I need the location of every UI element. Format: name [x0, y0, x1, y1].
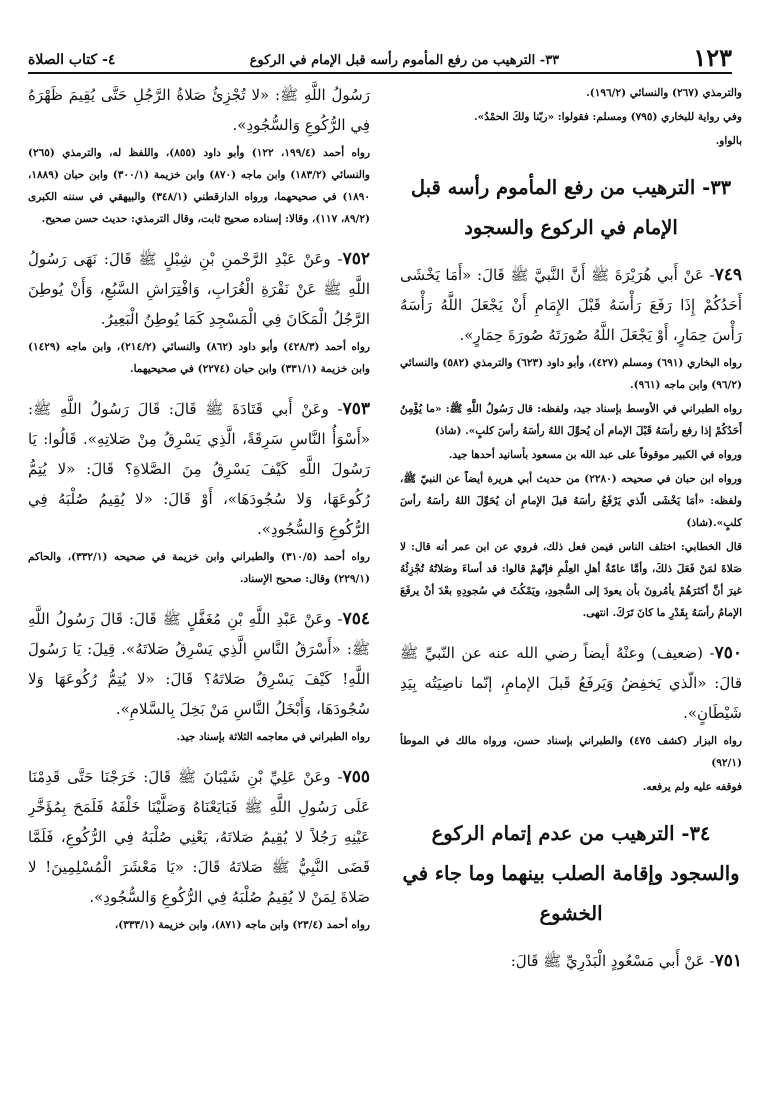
hadith-text: - وعَنْ أَبي قَتَادَةَ ﷺ قَالَ: قَالَ رَسُولُ اللَّهِ ﷺ: «أَسْوَأُ النَّاسِ سَرِقَةً، الَّذِي يَسْرِقُ مِنْ صَلاتِهِ». قَالُوا: يَا رَسُولَ اللَّهِ كَيْفَ يَسْرِقُ مِنَ الصَّلاةِ؟ قَالَ: «لا يُتِمُّ رُكُوعَهَا، وَلا سُجُودَهَا»، أَوْ قَالَ: «لا يُقِيمُ صُلْبَهُ فِي الرُّكُوعِ وَالسُّجُودِ».: [28, 400, 370, 538]
reference-749-a: رواه البخاري (٦٩١) ومسلم (٤٢٧)، وأبو داود (٦٢٣) والترمذي (٥٨٢) والنسائي (٩٦/٢) وابن ماجه (٩٦١).: [400, 357, 742, 391]
hadith-number: ٧٤٩: [714, 265, 742, 285]
page-header: [28, 38, 732, 74]
hadith-number: ٧٥٠: [714, 643, 742, 663]
reference-749-e: قال الخطابي: اختلف الناس فيمن فعل ذلك، فروي عن ابن عمر أنه قال: لا صَلاةَ لمَنْ فَعَلَ ذلكَ، وأمَّا عامّةُ أهلِ العِلْمِ فإنّهمْ قالوا: قد أساءَ وصَلاتُهُ تُجْزِئُهُ غيرَ أنَّ أكثرَهُمْ يأمُرونَ بأن يعودَ إلى السُّجودِ، ويَمْكُثَ في سُجودِهِ بعْدَ أنْ يرفَعَ الإمامُ رأسَهُ بِقَدْرِ ما كانَ تَرَكَ. انتهى.: [400, 541, 742, 619]
hadith-751-continued: رَسُولُ اللَّهِ ﷺ: «لا تُجْزِئُ صَلاةُ الرَّجُلِ حَتَّى يُقِيمَ ظَهْرَهُ فِي الرُّكُوعِ وَالسُّجُودِ».: [28, 86, 370, 134]
reference-749-b: رواه الطبراني في الأوسط بإسناد جيد، ولفظه: قال رَسُولُ اللَّهِ ﷺ: «ما يُؤْمِنُ أَحَدُكُمْ إذا رفع رأسَهُ قَبْلَ الإمام أن يُحوِّلَ اللهُ رأسَهُ رأسَ كلبٍ». (شاذ): [400, 403, 742, 437]
hadith-number: ٧٥٤: [342, 609, 370, 629]
hadith-text: - وعَنْ عَلِيِّ بْنِ شَيْبَانَ ﷺ قَالَ: خَرَجْنَا حَتَّى قَدِمْنَا عَلَى رَسُولِ اللَّهِ ﷺ فَبَايَعْنَاهُ وَصَلَّيْنَا خَلْفَهُ فَلَمَحَ بِمُؤَخَّرِ عَيْنِهِ رَجُلاً لا يُقِيمُ صَلاتَهُ، يَعْنِي صُلْبَهُ فِي الرُّكُوعِ، فَلَمَّا قَضَى النَّبِيُّ ﷺ صَلاتَهُ قَالَ: «يَا مَعْشَرَ الْمُسْلِمِينَ! لا صَلاةَ لِمَنْ لا يُقِيمُ صُلْبَهُ فِي الرُّكُوعِ وَالسُّجُودِ».: [28, 768, 370, 906]
reference-755: رواه أحمد (٢٣/٤) وابن ماجه (٨٧١)، وابن خزيمة (٣٣٣/١)،: [114, 919, 370, 931]
reference-750-b: فوقفه عليه ولم يرفعه.: [642, 781, 742, 793]
hadith-number: ٧٥٢: [342, 249, 370, 269]
reference-753: رواه أحمد (٣١٠/٥) والطبراني وابن خزيمة في صحيحه (٣٣٢/١)، والحاكم (٢٢٩/١) وقال: صحيح الإسناد.: [28, 551, 370, 585]
hadith-749: [400, 260, 742, 350]
hadith-755: [28, 762, 370, 912]
top-reference-3: بالواو.: [715, 135, 742, 147]
book-title: ٤- كتاب الصلاة: [28, 52, 116, 68]
reference-749-c: ورواه في الكبير موقوفاً على عبد الله بن مسعود بأسانيد أحدها جيد.: [448, 449, 742, 461]
chapter-heading-34: ٣٤- الترهيب من عدم إتمام الركوع والسجود وإقامة الصلب بينهما وما جاء في الخشوع: [402, 822, 740, 925]
hadith-752: [28, 244, 370, 334]
reference-751: رواه أحمد (١٩٩/٤، ١٢٢) وأبو داود (٨٥٥)، واللفظ له، والترمذي (٢٦٥) والنسائي (١٨٣/٢) وابن ماجه (٨٧٠) وابن خزيمة (٣٠٠/١) وابن حبان (١٨٨٩، ١٨٩٠) في صحيحهما، ورواه الدارقطني (٣٤٨/١) والبيهقي في سننه الكبرى (٨٩/٢، ١١٧)، وقالا: إسناده صحيح ثابت، وقال الترمذي: حديث حسن صحيح.: [28, 147, 370, 225]
reference-752: رواه أحمد (٤٢٨/٣) وأبو داود (٨٦٢) والنسائي (٢١٤/٢)، وابن ماجه (١٤٢٩) وابن خزيمة (٣٣١/١) وابن حبان (٢٢٧٤) في صحيحيهما.: [28, 341, 370, 375]
left-column: [28, 80, 370, 1076]
hadith-750: [400, 638, 742, 728]
hadith-text: - (ضعيف) وعنْهُ أيضاً رضي الله عنه عن النّبيِّ ﷺ قالَ: «الّذي يَخفِضُ وَيَرفَعُ قَبلَ الإمامِ، إنّما ناصِيَتُه بِيَدِ شَيْطَانٍ».: [400, 644, 742, 722]
reference-754: رواه الطبراني في معاجمه الثلاثة بإسناد جيد.: [176, 731, 370, 743]
hadith-753: [28, 394, 370, 544]
running-title: ٣٣- الترهيب من رفع المأموم رأسه قبل الإمام في الركوع: [249, 53, 560, 68]
chapter-heading-33: ٣٣- الترهيب من رفع المأموم رأسه قبل الإمام في الركوع والسجود: [410, 176, 732, 239]
top-reference-2: وفي رواية للبخاري (٧٩٥) ومسلم: فقولوا: «ربّنا ولكَ الحمْدُ».: [474, 111, 742, 123]
hadith-751: [400, 946, 742, 976]
top-reference-1: والترمذي (٢٦٧) والنسائي (١٩٦/٢).: [586, 87, 742, 99]
hadith-text: - وعَنْ عَبْدِ اللَّهِ بْنِ مُغَفَّلٍ ﷺ قَالَ: قَالَ رَسُولُ اللَّهِ ﷺ: «أَسْرَقُ النَّاسِ الَّذِي يَسْرِقُ صَلاتَهُ». قِيلَ: يَا رَسُولَ اللَّهِ! كَيْفَ يَسْرِقُ صَلاتَهُ؟ قَالَ: «لا يُتِمُّ رُكُوعَهَا وَلا سُجُودَهَا، وَأَبْخَلُ النَّاسِ مَنْ بَخِلَ بِالسَّلامِ».: [28, 610, 370, 718]
hadith-number: ٧٥١: [714, 951, 742, 971]
hadith-text: - عَنْ أَبي مَسْعُودٍ الْبَدْرِيِّ ﷺ قَالَ:: [510, 952, 715, 970]
hadith-text: - عَنْ أَبي هُرَيْرَةَ ﷺ أَنَّ النَّبيَّ ﷺ قَالَ: «أَمَا يَخْشَى أَحَدُكُمْ إِذَا رَفَعَ رَأْسَهُ قَبْلَ الإِمَامِ أَنْ يَجْعَلَ اللَّهُ رَأْسَهُ رَأْسَ حِمَارٍ، أَوْ يَجْعَلَ اللَّهُ صُورَتَهُ صُورَةَ حِمَارٍ».: [400, 266, 742, 344]
right-column: [400, 80, 742, 1076]
hadith-754: [28, 604, 370, 724]
hadith-number: ٧٥٣: [342, 399, 370, 419]
reference-750-a: رواه البزار (كشف ٤٧٥) والطبراني بإسناد حسن، ورواه مالك في الموطأ (٩٢/١): [400, 735, 742, 769]
page-number: ١٢٣: [693, 43, 732, 72]
reference-749-d: ورواه ابن حبان في صحيحه (٢٢٨٠) من حديث أبي هريرة أيضاً عن النبيّ ﷺ، ولفظه: «أمَا يَخْشَى الّذي يَرْفَعُ رأسَهُ قبلَ الإمامِ أن يُحَوِّلَ اللهُ رأسَهُ رأسَ كلبٍ».(شاذ): [400, 473, 742, 529]
hadith-number: ٧٥٥: [342, 767, 370, 787]
hadith-text: - وعَنْ عَبْدِ الرَّحْمنِ بْنِ شِبْلٍ ﷺ قَالَ: نَهَى رَسُولُ اللَّهِ ﷺ عَنْ نَقْرَةِ الْغُرَابِ، وَافْتِرَاشِ السَّبُعِ، وَأَنْ يُوطِنَ الرَّجُلُ الْمَكَانَ فِي الْمَسْجِدِ كَمَا يُوطِنُ الْبَعِيرُ.: [28, 250, 370, 328]
